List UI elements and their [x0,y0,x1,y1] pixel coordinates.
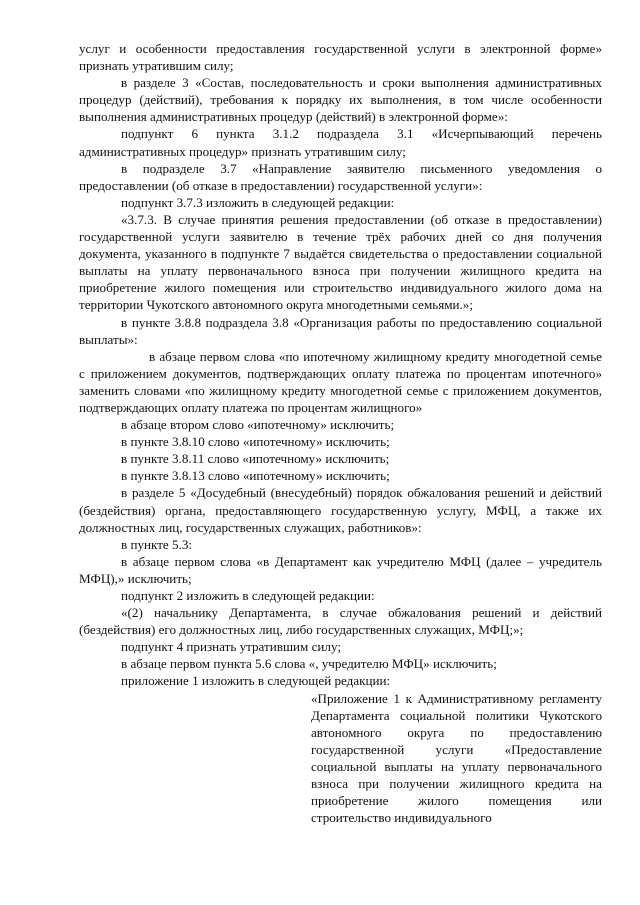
paragraph-13: в разделе 5 «Досудебный (внесудебный) порядок обжалования решений и действий (бездействия) органа, предоставляющего государственную услугу, МФЦ, а также их должностных лиц, государственных служащих, работников»: [79,485,602,535]
paragraph-10: в пункте 3.8.10 слово «ипотечному» исключить; [121,434,390,450]
document-body [79,40,602,690]
paragraph-18: подпункт 4 признать утратившим силу; [121,639,341,655]
paragraph-1: услуг и особенности предоставления государственной услуги в электронной форме» признать утратившим силу; [79,41,602,74]
paragraph-11: в пункте 3.8.11 слово «ипотечному» исключить; [121,451,390,467]
paragraph-17: «(2) начальнику Департамента, в случае обжалования решений и действий (бездействия) его должностных лиц, либо государственных служащих, МФЦ;»; [79,605,602,638]
paragraph-20: приложение 1 изложить в следующей редакции: [121,673,391,689]
paragraph-6: «3.7.3. В случае принятия решения предоставлении (об отказе в предоставлении) государственной услуги заявителю в течение трёх рабочих дней со дня получения документа, указанного в подпункте 7 выдаётся свидетельства о предоставлении социальной выплаты на уплату первоначального взноса при получении жилищного кредита на приобретение жилого помещения или строительство индивидуального жилого дома на территории Чукотского автономного округа многодетными семьями.»; [79,211,602,313]
paragraph-7: в пункте 3.8.8 подраздела 3.8 «Организация работы по предоставлению социальной выплаты»: [79,314,602,347]
paragraph-12: в пункте 3.8.13 слово «ипотечному» исключить; [121,468,390,484]
paragraph-16: подпункт 2 изложить в следующей редакции: [121,588,375,603]
paragraph-4: в подразделе 3.7 «Направление заявителю письменного уведомления о предоставлении (об отказе в предоставлении) государственной услуги»: [79,160,602,193]
paragraph-2: в разделе 3 «Состав, последовательность и сроки выполнения административных процедур (действий), требования к порядку их выполнения, в том числе особенности выполнения административных процедур (действий) в электронной форме»: [79,75,602,125]
paragraph-8: в абзаце первом слова «по ипотечному жилищному кредиту многодетной семье с приложением документов, подтверждающих оплату платежа по процентам ипотечного» заменить словами «по жилищному кредиту многодетной семье с приложением документов, подтверждающих оплату платежа по процентам жилищного» [79,348,602,415]
paragraph-14: в пункте 5.3: [121,536,193,552]
paragraph-5: подпункт 3.7.3 изложить в следующей редакции: [121,194,395,210]
paragraph-9: в абзаце втором слово «ипотечному» исключить; [121,417,395,433]
paragraph-3: подпункт 6 пункта 3.1.2 подраздела 3.1 «Исчерпывающий перечень административных процедур» признать утратившим силу; [79,126,602,159]
paragraph-15: в абзаце первом слова «в Департамент как учредителю МФЦ (далее – учредитель МФЦ),» исключить; [79,553,602,586]
paragraph-19: в абзаце первом пункта 5.6 слова «, учредителю МФЦ» исключить; [121,656,497,672]
appendix-header: «Приложение 1 к Административному регламенту Департамента социальной политики Чукотского автономного округа по предоставлению государственной услуги «Предоставление социальной выплаты на уплату первоначального взноса при получении жилищного кредита на приобретение жилого помещения или строительство индивидуального [311,690,602,826]
